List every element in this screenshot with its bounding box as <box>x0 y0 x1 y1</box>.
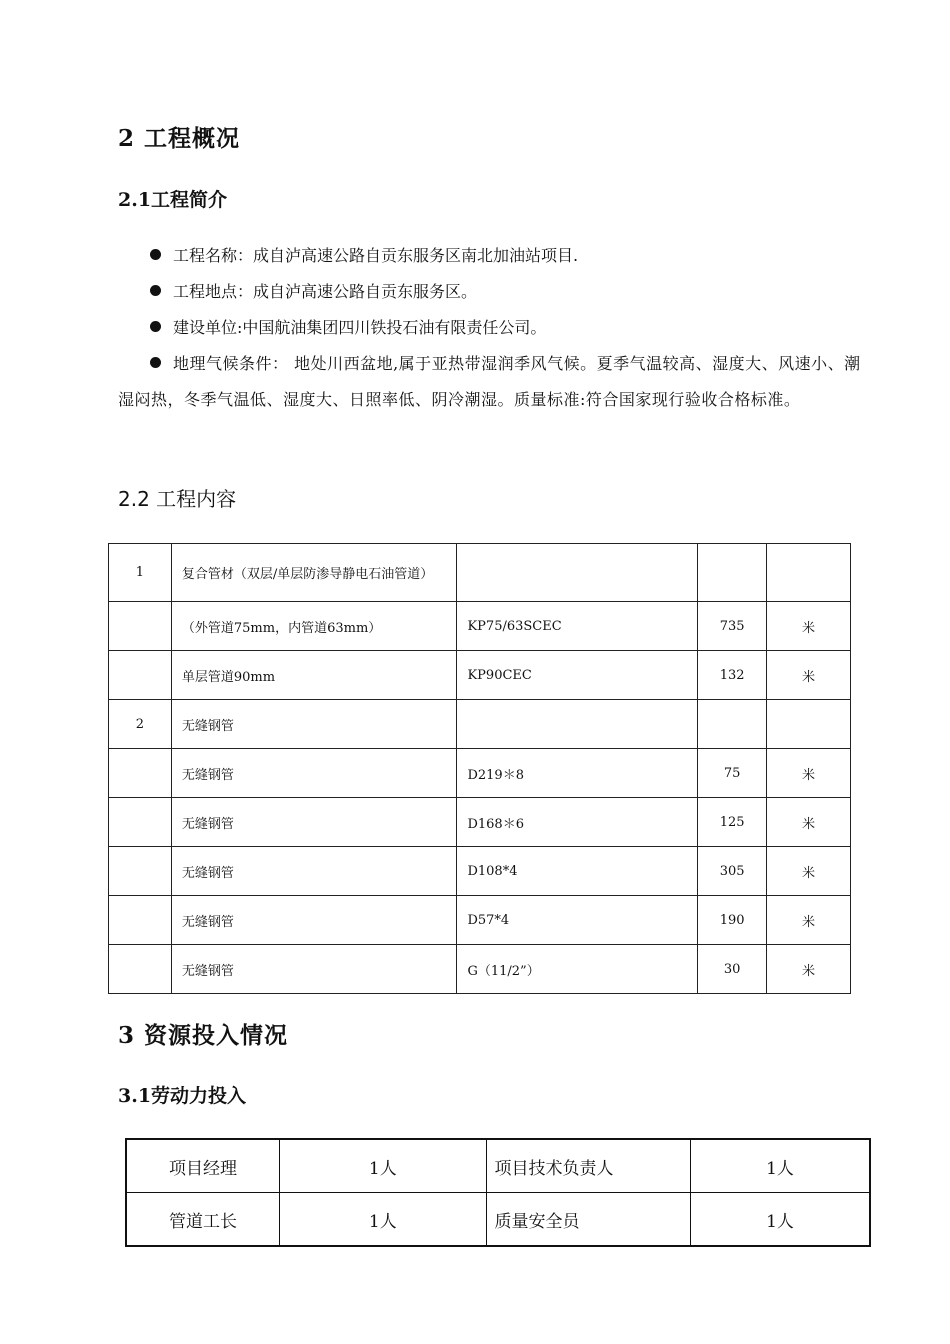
row-number <box>109 945 172 994</box>
item-quantity: 305 <box>698 847 767 896</box>
table-row <box>109 847 851 896</box>
section-2-2-title: 2.2 工程内容 <box>118 487 237 511</box>
item-unit: 米 <box>767 896 851 945</box>
table-row <box>109 896 851 945</box>
bullet-icon <box>150 357 161 368</box>
section-2-title: 2 工程概况 <box>118 125 241 152</box>
table-row <box>109 700 851 749</box>
item-unit: 米 <box>767 749 851 798</box>
row-number <box>109 749 172 798</box>
bullet-icon <box>150 285 161 296</box>
item-spec: D168＊6 <box>457 798 698 847</box>
item-name: 无缝钢管 <box>171 700 457 749</box>
row-number <box>109 847 172 896</box>
intro-item-owner <box>150 316 546 340</box>
item-name: 无缝钢管 <box>171 749 457 798</box>
item-name: 单层管道90mm <box>171 651 457 700</box>
item-quantity: 132 <box>698 651 767 700</box>
role-label: 管道工长 <box>126 1193 280 1247</box>
row-number <box>109 896 172 945</box>
table-row <box>126 1139 870 1193</box>
item-spec <box>457 700 698 749</box>
table-row <box>109 945 851 994</box>
item-quantity: 30 <box>698 945 767 994</box>
role-label: 项目经理 <box>126 1139 280 1193</box>
item-spec: G（11/2”） <box>457 945 698 994</box>
intro-item-climate <box>118 346 866 418</box>
role-count: 1人 <box>280 1139 486 1193</box>
item-spec: D57*4 <box>457 896 698 945</box>
section-3-title: 3 资源投入情况 <box>118 1022 289 1049</box>
item-spec <box>457 544 698 602</box>
item-name: 无缝钢管 <box>171 847 457 896</box>
bullet-icon <box>150 321 161 332</box>
item-spec: KP90CEC <box>457 651 698 700</box>
item-unit: 米 <box>767 945 851 994</box>
role-label: 项目技术负责人 <box>486 1139 690 1193</box>
role-label: 质量安全员 <box>486 1193 690 1247</box>
item-name: 无缝钢管 <box>171 798 457 847</box>
item-unit: 米 <box>767 847 851 896</box>
item-quantity: 75 <box>698 749 767 798</box>
item-unit <box>767 544 851 602</box>
item-name: 无缝钢管 <box>171 945 457 994</box>
intro-item-text: 建设单位:中国航油集团四川铁投石油有限责任公司。 <box>173 318 547 337</box>
role-count: 1人 <box>690 1193 870 1247</box>
bullet-icon <box>150 249 161 260</box>
item-quantity <box>698 700 767 749</box>
row-number <box>109 602 172 651</box>
row-number <box>109 651 172 700</box>
table-row <box>109 749 851 798</box>
table-row <box>109 798 851 847</box>
table-row <box>109 544 851 602</box>
intro-item-text: 工程地点：成自泸高速公路自贡东服务区。 <box>173 282 478 301</box>
intro-item-name <box>150 244 578 268</box>
row-number: 2 <box>109 700 172 749</box>
intro-item-location <box>150 280 477 304</box>
item-quantity <box>698 544 767 602</box>
role-count: 1人 <box>280 1193 486 1247</box>
item-name: （外管道75mm，内管道63mm） <box>171 602 457 651</box>
item-quantity: 125 <box>698 798 767 847</box>
table-row <box>109 602 851 651</box>
row-number <box>109 798 172 847</box>
intro-item-text: 工程名称：成自泸高速公路自贡东服务区南北加油站项目. <box>173 246 579 265</box>
section-3-1-title: 3.1劳动力投入 <box>118 1085 247 1107</box>
content-table <box>108 543 851 994</box>
table-row <box>126 1193 870 1247</box>
item-spec: D219＊8 <box>457 749 698 798</box>
labor-table <box>125 1138 871 1247</box>
section-2-1-title: 2.1工程简介 <box>118 189 228 211</box>
row-number: 1 <box>109 544 172 602</box>
item-unit: 米 <box>767 798 851 847</box>
role-count: 1人 <box>690 1139 870 1193</box>
item-name: 无缝钢管 <box>171 896 457 945</box>
item-quantity: 190 <box>698 896 767 945</box>
item-name: 复合管材（双层/单层防渗导静电石油管道） <box>171 544 457 602</box>
item-quantity: 735 <box>698 602 767 651</box>
item-unit: 米 <box>767 602 851 651</box>
table-row <box>109 651 851 700</box>
intro-item-text: 地理气候条件： 地处川西盆地,属于亚热带湿润季风气候。夏季气温较高、湿度大、风速小、潮湿闷热，冬季气温低、湿度大、日照率低、阴冷潮湿。质量标准:符合国家现行验收合格标准。 <box>118 354 861 409</box>
item-spec: D108*4 <box>457 847 698 896</box>
item-unit: 米 <box>767 651 851 700</box>
item-spec: KP75/63SCEC <box>457 602 698 651</box>
item-unit <box>767 700 851 749</box>
